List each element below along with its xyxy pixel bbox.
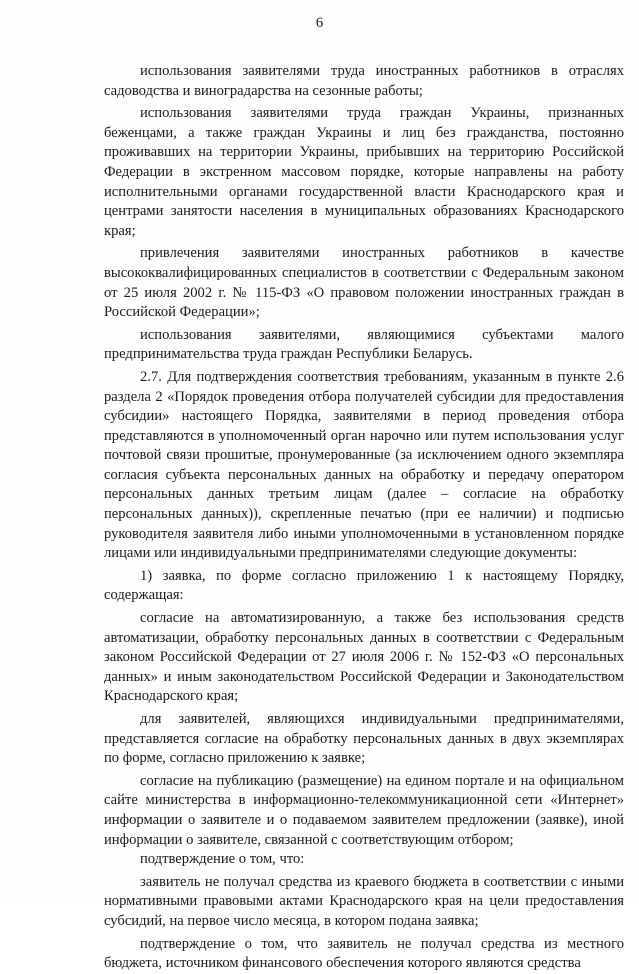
paragraph: подтверждение о том, что заявитель не получал средства из местного бюджета, источником финансового обеспечения которого являются средства [104, 935, 624, 972]
paragraph: согласие на автоматизированную, а также без использования средств автоматизации, обработку персональных данных в соответствии с Федеральным законом Российской Федерации от 27 июля 2006 г. № 152-ФЗ «О персональных данных» и иным законодательством Российской Федерации и Законодательством Краснодарского края; [104, 610, 624, 705]
document-body [104, 62, 624, 974]
paragraph: для заявителей, являющихся индивидуальными предпринимателями, представляется согласие на обработку персональных данных в двух экземплярах по форме, согласно приложению к заявке; [104, 711, 624, 767]
paragraph: привлечения заявителями иностранных работников в качестве высококвалифицированных специалистов в соответствии с Федеральным законом от 25 июля 2002 г. № 115-ФЗ «О правовом положении иностранных граждан в Российской Федерации»; [104, 245, 624, 321]
paragraph: использования заявителями, являющимися субъектами малого предпринимательства труда граждан Республики Беларусь. [104, 326, 624, 363]
page-number: 6 [315, 15, 324, 31]
paragraph: использования заявителями труда граждан Украины, признанных беженцами, а также граждан Украины и лиц без гражданства, постоянно проживавших на территории Украины, прибывших на территорию Российской Федерации в экстренном массовом порядке, которые направлены на работу исполнительными органами государственной власти Краснодарского края и центрами занятости населения в муниципальных образованиях Краснодарского края; [104, 105, 624, 239]
paragraph: согласие на публикацию (размещение) на едином портале и на официальном сайте министерства в информационно-телекоммуникационной сети «Интернет» информации о заявителе и о подаваемом заявителем предложении (заявке), иной информации о заявителе, связанной с соответствующим отбором; [104, 772, 624, 848]
paragraph: 2.7. Для подтверждения соответствия требованиям, указанным в пункте 2.6 раздела 2 «Порядок проведения отбора получателей субсидии для предоставления субсидии» настоящего Порядка, заявителями в период проведения отбора представляются в уполномоченный орган нарочно или путем использования услуг почтовой связи прошитые, пронумерованные (за исключением одного экземпляра согласия субъекта персональных данных на обработку и передачу оператором персональных данных третьим лицам (далее – согласие на обработку персональных данных)), скрепленные печатью (при ее наличии) и подписью руководителя заявителя либо иными уполномоченными в установленном порядке лицами или индивидуальными предпринимателями следующие документы: [104, 368, 624, 562]
paragraph: использования заявителями труда иностранных работников в отраслях садоводства и виноградарства на сезонные работы; [104, 63, 624, 99]
paragraph: 1) заявка, по форме согласно приложению 1 к настоящему Порядку, содержащая: [104, 567, 624, 604]
paragraph: подтверждение о том, что: [140, 851, 305, 868]
paragraph: заявитель не получал средства из краевого бюджета в соответствии с иными нормативными правовыми актами Краснодарского края на цели предоставления субсидий, на первое число месяца, в котором подана заявка; [104, 873, 624, 929]
